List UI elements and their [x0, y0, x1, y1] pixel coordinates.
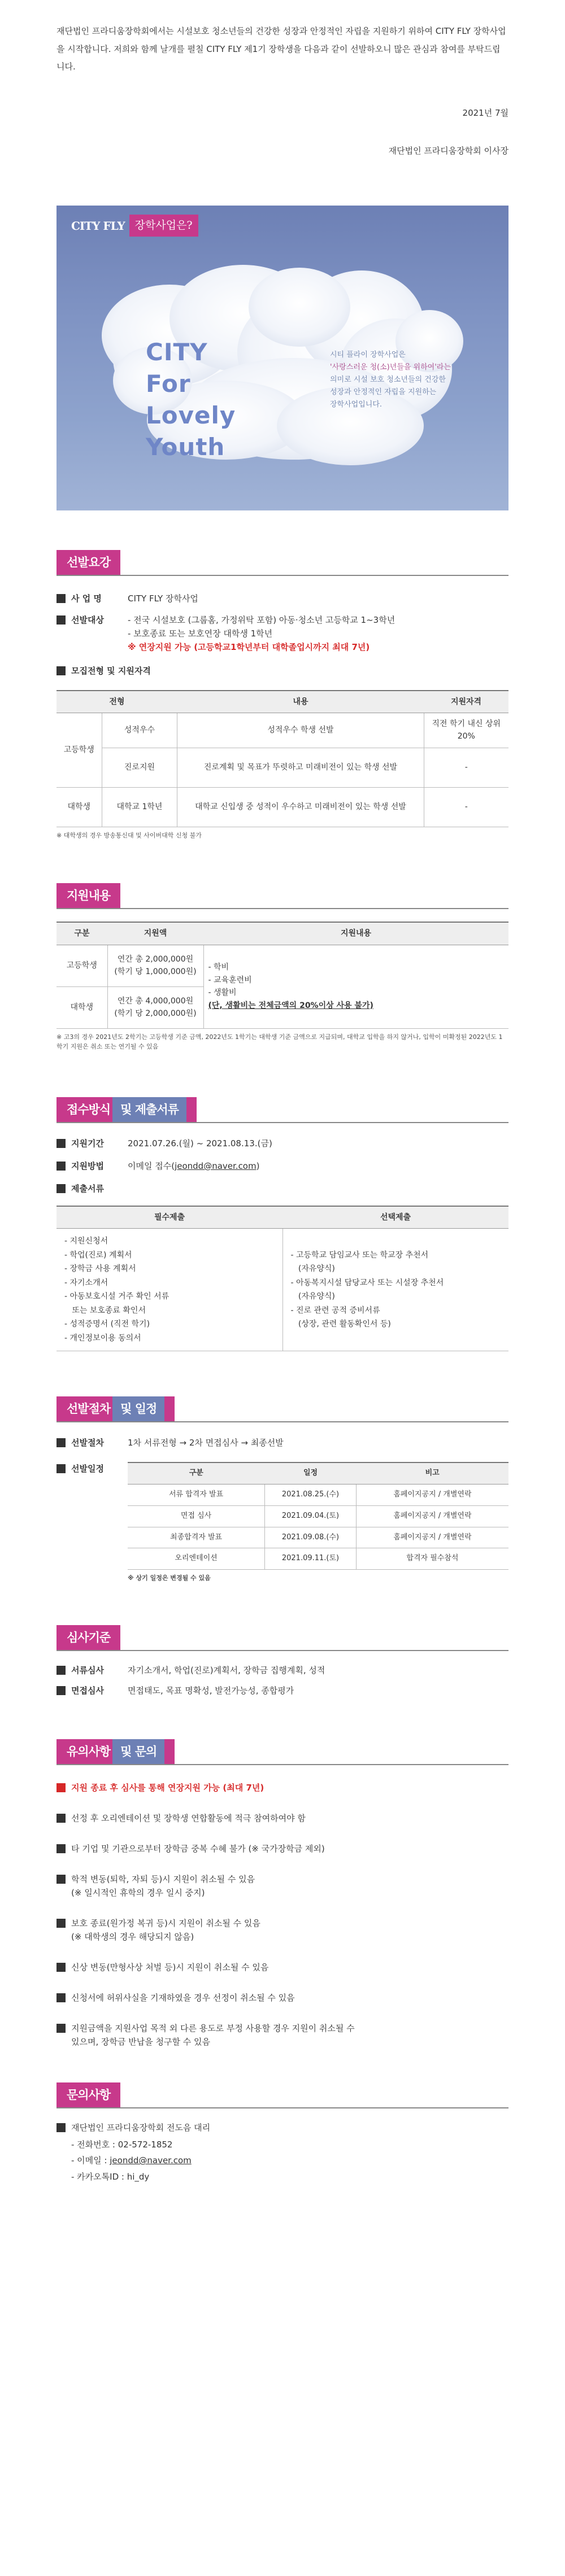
table-row: [56, 713, 508, 748]
amount-line: (학기 당 2,000,000원): [114, 1009, 197, 1019]
hero-slogan-line: Youth: [146, 433, 225, 461]
cell: [107, 986, 203, 1028]
section-title-sub: 및 제출서류: [112, 1097, 186, 1122]
th-content: 내용: [177, 691, 424, 713]
divider: [56, 1122, 508, 1123]
square-bullet-icon: [56, 1438, 66, 1447]
th-required: 필수제출: [56, 1206, 282, 1229]
optional-docs: [282, 1229, 508, 1351]
section-process: [56, 1396, 508, 1583]
cell: 면접 심사: [128, 1505, 265, 1527]
contact-email-link[interactable]: jeondd@naver.com: [110, 2155, 192, 2166]
doc-item: (자유양식): [290, 1264, 335, 1274]
table-row: [56, 945, 508, 986]
cell: 2021.09.11.(토): [265, 1548, 357, 1570]
hero-slogan-line: Lovely: [146, 401, 236, 429]
section-title: 심사기준: [56, 1625, 120, 1650]
doc-item: (자유양식): [290, 1292, 335, 1302]
biz-label: 사 업 명: [71, 593, 102, 604]
hero-slogan-line: CITY: [146, 338, 208, 366]
doc-item: - 지원신청서: [64, 1237, 108, 1246]
target-values: [128, 613, 395, 654]
hero-tag-city-fly: CITY FLY: [71, 219, 125, 233]
support-item-restriction: (단, 생활비는 전체금액의 20%이상 사용 불가): [208, 1001, 373, 1010]
table-row: [128, 1505, 508, 1527]
schedule-table: [128, 1462, 508, 1570]
intro-date: 2021년 7월: [462, 107, 508, 118]
target-row: [56, 613, 508, 654]
cell: 서류 합격자 발표: [128, 1485, 265, 1506]
square-bullet-icon: [56, 1464, 66, 1473]
doc-item: - 개인정보이용 동의서: [64, 1333, 141, 1343]
doc-item: - 아동복지시설 담당교사 또는 시설장 추천서: [290, 1278, 444, 1287]
th-remarks: 비고: [356, 1462, 508, 1484]
notice-item: [56, 1961, 508, 1974]
divider: [56, 575, 508, 576]
section-title-main: 유의사항: [67, 1744, 111, 1758]
cell: 대학생: [56, 787, 102, 827]
contact-email-prefix: - 이메일 :: [71, 2155, 110, 2166]
doc-item: - 성적증명서 (직전 학기): [64, 1320, 150, 1329]
th-support: 지원내용: [203, 922, 508, 945]
section-title: [56, 1739, 175, 1764]
th-amount: 지원액: [107, 922, 203, 945]
target-label: 선발대상: [71, 614, 104, 625]
doc-item: (상장, 관련 활동확인서 등): [290, 1320, 391, 1329]
hero-description: [330, 349, 451, 411]
interview-value: 면접태도, 목표 명확성, 발전가능성, 종합평가: [128, 1685, 294, 1696]
cell: 고등학생: [56, 945, 107, 986]
notice-item-red: [56, 1781, 508, 1795]
cell: 성적우수: [102, 713, 177, 748]
interview-row: [56, 1684, 508, 1697]
required-docs: [56, 1229, 282, 1351]
table-note: ※ 대학생의 경우 방송통신대 및 사이버대학 신청 불가: [56, 831, 202, 839]
th-qualification: 지원자격: [424, 691, 508, 713]
cell: 대학생: [56, 986, 107, 1028]
hero-tag-question: 장학사업은?: [129, 215, 198, 236]
support-table: [56, 922, 508, 1028]
biz-row: [56, 592, 508, 605]
hero-desc-line: 장학사업입니다.: [330, 400, 383, 409]
section-criteria: [56, 1625, 508, 1697]
contact-org-row: [56, 2121, 508, 2134]
cell: 대학교 신입생 중 성적이 우수하고 미래비전이 있는 학생 선발: [177, 787, 424, 827]
divider: [56, 908, 508, 909]
notice-item: [56, 1842, 508, 1855]
square-bullet-icon: [56, 1686, 66, 1695]
biz-value: CITY FLY 장학사업: [128, 593, 198, 604]
sched-wrap: [128, 1462, 508, 1583]
square-bullet-icon: [56, 1666, 66, 1675]
square-bullet-icon: [56, 1184, 66, 1193]
square-bullet-icon: [56, 1139, 66, 1148]
section-contact: [56, 2082, 508, 2185]
cell: 홈페이지공지 / 개별연락: [356, 1485, 508, 1506]
cell: -: [424, 748, 508, 787]
period-value: 2021.07.26.(월) ~ 2021.08.13.(금): [128, 1138, 272, 1149]
doc-item: - 진로 관련 공적 증비서류: [290, 1306, 380, 1315]
table-row: [56, 787, 508, 827]
support-item: - 교육훈련비: [208, 975, 252, 985]
notice-text: 타 기업 및 기관으로부터 장학금 중복 수혜 불가 (※ 국가장학금 제외): [71, 1843, 325, 1854]
square-bullet-icon: [56, 2123, 66, 2132]
notice-item: [56, 1991, 508, 2005]
amount-line: 연간 총 4,000,000원: [117, 996, 194, 1006]
method-suffix: ): [256, 1160, 260, 1171]
square-bullet-icon: [56, 1993, 66, 2002]
period-row: [56, 1137, 508, 1150]
doc-review-label: 서류심사: [71, 1665, 104, 1675]
th-category: 구분: [128, 1462, 265, 1484]
cell: 오리엔테이션: [128, 1548, 265, 1570]
square-bullet-icon: [56, 666, 66, 675]
hero-tag: [67, 215, 198, 237]
docs-row: [56, 1182, 508, 1195]
proc-label: 선발절차: [71, 1438, 104, 1448]
method-row: [56, 1159, 508, 1173]
doc-item: - 학업(진로) 계획서: [64, 1250, 132, 1260]
doc-review-row: [56, 1664, 508, 1677]
target-line: - 보호종료 또는 보호연장 대학생 1학년: [128, 628, 273, 639]
notice-item: [56, 1811, 508, 1825]
period-label: 지원기간: [71, 1138, 104, 1149]
section-title-sub: 및 일정: [112, 1396, 164, 1421]
field-label: 모집전형 및 지원자격: [71, 665, 151, 676]
cell: [107, 945, 203, 986]
square-bullet-icon: [56, 1844, 66, 1853]
contact-email-row: [71, 2153, 508, 2169]
section-title: [56, 1097, 197, 1122]
amount-line: 연간 총 2,000,000원: [117, 954, 194, 964]
section-support: [56, 883, 508, 1052]
cell: 2021.09.08.(수): [265, 1527, 357, 1548]
field-row: [56, 664, 508, 678]
table-note: ※ 상기 일정은 변경될 수 있음: [128, 1574, 211, 1582]
cell: 합격자 필수참석: [356, 1548, 508, 1570]
notice-text: 선정 후 오리엔테이션 및 장학생 연합활동에 적극 참여하여야 함: [71, 1813, 306, 1823]
notice-text-block: [71, 2021, 355, 2049]
method-prefix: 이메일 접수(: [128, 1160, 175, 1171]
cell: 진로계획 및 목표가 뚜렷하고 미래비전이 있는 학생 선발: [177, 748, 424, 787]
cell: -: [424, 787, 508, 827]
notice-text-block: [71, 1872, 255, 1900]
doc-item: - 장학금 사용 계획서: [64, 1264, 136, 1274]
doc-review-value: 자기소개서, 학업(진로)계획서, 장학금 집행계획, 성적: [128, 1665, 325, 1675]
notice-text: 지원금액을 지원사업 목적 외 다른 용도로 부정 사용할 경우 지원이 취소될 수: [71, 2023, 355, 2033]
cell: 성적우수 학생 선발: [177, 713, 424, 748]
intro-signature: 재단법인 프라디움장학회 이사장: [388, 146, 508, 156]
th-optional: 선택제출: [282, 1206, 508, 1229]
sched-label: 선발일정: [71, 1464, 104, 1474]
intro: [0, 0, 565, 160]
table-row: [128, 1485, 508, 1506]
hero-desc-line: '사랑스러운 청(소)년들을 위하여'라는: [330, 363, 451, 372]
doc-item: - 아동보호시설 거주 확인 서류: [64, 1292, 169, 1302]
divider: [56, 1650, 508, 1651]
table-row: [128, 1548, 508, 1570]
amount-line: (학기 당 1,000,000원): [114, 967, 197, 977]
section-notes: [56, 1739, 508, 2049]
notice-subtext: (※ 대학생의 경우 해당되지 않음): [71, 1931, 194, 1942]
hero-desc-line: 성장과 안정적인 자립을 지원하는: [330, 387, 437, 396]
section-title-main: 선발절차: [67, 1401, 111, 1416]
section-title: 문의사항: [56, 2082, 120, 2107]
email-link[interactable]: jeondd@naver.com: [175, 1160, 257, 1171]
contact-org: 재단법인 프라디움장학회 전도음 대리: [71, 2122, 211, 2133]
notice-item: [56, 2021, 508, 2049]
cell: 2021.09.04.(토): [265, 1505, 357, 1527]
doc-item: 또는 보호종료 확인서: [64, 1306, 146, 1315]
th-date: 일정: [265, 1462, 357, 1484]
target-extension-note: ※ 연장지원 가능 (고등학교1학년부터 대학졸업시까지 최대 7년): [128, 641, 370, 652]
intro-paragraph: 재단법인 프라디움장학회에서는 시설보호 청소년들의 건강한 성장과 안정적인 자립을 지원하기 위하여 CITY FLY 장학사업을 시작합니다. 저희와 함께 날개를 펼칠 CITY FLY 제1기 장학생을 다음과 같이 선발하오니 많은 관심과 참여를 부탁드립니다.: [56, 26, 506, 72]
contact-phone: - 전화번호 : 02-572-1852: [71, 2139, 173, 2150]
cell: 홈페이지공지 / 개별연락: [356, 1505, 508, 1527]
support-items: [203, 945, 508, 1028]
table-row: [56, 1229, 508, 1351]
cell: 2021.08.25.(수): [265, 1485, 357, 1506]
square-bullet-icon: [56, 1783, 66, 1792]
square-bullet-icon: [56, 1919, 66, 1928]
square-bullet-icon: [56, 1162, 66, 1171]
notice-text: 신청서에 허위사실을 기재하였을 경우 선정이 취소될 수 있음: [71, 1992, 295, 2003]
hero-slogan-line: For: [146, 369, 191, 398]
support-item: - 생활비: [208, 988, 237, 998]
cell: 고등학생: [56, 713, 102, 787]
section-title-main: 접수방식: [67, 1102, 111, 1116]
notice-text-block: [71, 1916, 260, 1944]
proc-value: 1차 서류전형 → 2차 면접심사 → 최종선발: [128, 1438, 284, 1448]
sched-row: [56, 1462, 508, 1583]
target-line: - 전국 시설보호 (그룹홈, 가정위탁 포함) 아동·청소년 고등학교 1~3학년: [128, 614, 395, 625]
hero-desc-line: 의미로 시설 보호 청소년들의 건강한: [330, 375, 446, 384]
square-bullet-icon: [56, 1814, 66, 1823]
section-title: 지원내용: [56, 883, 120, 908]
hero-banner: [56, 206, 508, 510]
notice-item: [56, 1916, 508, 1944]
notice-text: 학적 변동(퇴학, 자퇴 등)시 지원이 취소될 수 있음: [71, 1874, 255, 1884]
notice-text: 지원 종료 후 심사를 통해 연장지원 가능 (최대 7년): [71, 1782, 264, 1793]
hero-desc-line: 시티 플라이 장학사업은: [330, 350, 406, 359]
section-application: [56, 1097, 508, 1351]
square-bullet-icon: [56, 615, 66, 625]
interview-label: 면접심사: [71, 1685, 104, 1696]
notice-text: 보호 종료(원가정 복귀 등)시 지원이 취소될 수 있음: [71, 1918, 260, 1928]
square-bullet-icon: [56, 2024, 66, 2033]
docs-table: [56, 1206, 508, 1351]
square-bullet-icon: [56, 1875, 66, 1884]
cell: 직전 학기 내신 상위 20%: [424, 713, 508, 748]
section-title: [56, 1396, 175, 1421]
table-row: [56, 748, 508, 787]
th-category: 구분: [56, 922, 107, 945]
square-bullet-icon: [56, 594, 66, 603]
table-note: ※ 고3의 경우 2021년도 2학기는 고등학생 기준 금액, 2022년도 1학기는 대학생 기준 금액으로 지급되며, 대학교 입학을 하지 않거나, 입학이 미확정된 2022년도 1학기 지원은 취소 또는 연기될 수 있음: [56, 1033, 503, 1051]
divider: [56, 1764, 508, 1765]
cell: 대학교 1학년: [102, 787, 177, 827]
notice-text: 신상 변동(만형사상 처벌 등)시 지원이 취소될 수 있음: [71, 1962, 269, 1972]
table-row: [128, 1527, 508, 1548]
notice-subtext: (※ 일시적인 휴학의 경우 일시 중지): [71, 1887, 205, 1898]
notice-text: 있으며, 장학금 반납을 청구할 수 있음: [71, 2036, 210, 2047]
divider: [56, 2107, 508, 2108]
section-title: 선발요강: [56, 550, 120, 575]
proc-row: [56, 1436, 508, 1449]
contact-kakao: - 카카오톡ID : hi_dy: [71, 2171, 150, 2182]
cell: 홈페이지공지 / 개별연락: [356, 1527, 508, 1548]
section-selection-guide: [56, 550, 508, 841]
section-title-sub: 및 문의: [112, 1739, 164, 1764]
notice-item: [56, 1872, 508, 1900]
selection-table: [56, 690, 508, 827]
cell: 최종합격자 발표: [128, 1527, 265, 1548]
method-value: [128, 1159, 259, 1173]
divider: [56, 1421, 508, 1422]
method-label: 지원방법: [71, 1160, 104, 1171]
cell: 진로지원: [102, 748, 177, 787]
hero-slogan: [146, 337, 236, 463]
doc-item: - 고등학교 담임교사 또는 학교장 추천서: [290, 1250, 429, 1260]
contact-details: [71, 2137, 508, 2185]
square-bullet-icon: [56, 1963, 66, 1972]
docs-label: 제출서류: [71, 1183, 104, 1194]
th-type: 전형: [56, 691, 177, 713]
doc-item: - 자기소개서: [64, 1278, 108, 1287]
support-item: - 학비: [208, 963, 229, 972]
